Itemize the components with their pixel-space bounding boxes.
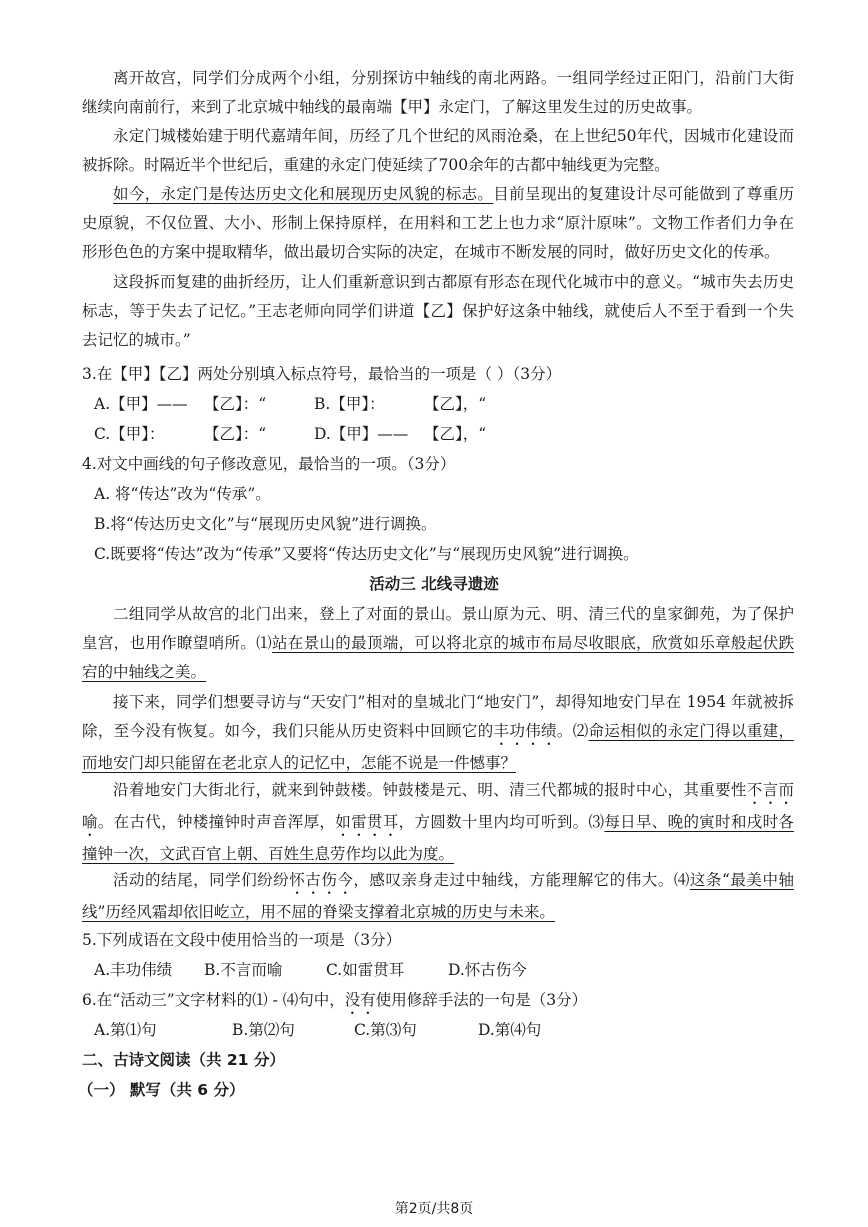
question-5-options [94,956,527,985]
a2-text-1: 接下来，同学们想要寻访与“天安门”相对的皇城北门“地安门”，却得知地安门早在 1954 年就被拆除，至今没有恢复。如今，我们只能从历史资料中回顾它的 [82,693,794,740]
q3-option-d-1: D.【甲】—— [314,425,409,443]
underlined-sentence: 如今，永定门是传达历史文化和展现历史风貌的标志。 [113,185,494,203]
q6-emphasis: 没有 [344,991,376,1009]
activity-3-paragraph-4 [82,866,794,927]
q6-option-c: C.第⑶句 [354,1021,417,1039]
sentence-4-underlined: 这条“最美中轴线”历经风霜却依旧屹立，用不屈的脊梁支撑着北京城的历史与未来。 [82,871,794,921]
q5-option-c: C.如雷贯耳 [326,961,405,979]
paragraph-1: 离开故宫，同学们分成两个小组，分别探访中轴线的南北两路。一组同学经过正阳门，沿前门大街继续向南前行，来到了北京城中轴线的最南端【甲】永定门，了解这里发生过的历史故事。 [82,69,794,116]
a4-text-2: ，感叹亲身走过中轴线，方能理解它的伟大。⑷ [353,871,690,889]
section-2-title: 二、古诗文阅读（共 21 分） [82,1051,285,1069]
section-2-subtitle: （一） 默写（共 6 分） [78,1081,245,1099]
paragraph-4: 这段拆而复建的曲折经历，让人们重新意识到古都原有形态在现代化城市中的意义。“城市失去历史标志，等于失去了记忆。”王志老师向同学们讲道【乙】保护好这条中轴线，就使后人不至于看到一个失去记忆的城市。” [82,273,794,349]
question-6-stem [82,986,794,1018]
activity-3-title: 活动三 北线寻遗迹 [369,575,499,593]
idiom-bu-yan-er-yu: 不言而喻 [82,781,794,831]
q3-option-c-2: 【乙】：“ [204,425,267,443]
paragraph-3-rest: 目前呈现出的复建设计尽可能做到了尊重历史原貌，不仅位置、大小、形制上保持原样，在用料和工艺上也力求“原汁原味”。文物工作者们力争在形形色色的方案中提取精华，做出最切合实际的决定，在城市不断发展的同时，做好历史文化的传承。 [82,185,794,261]
a3-text-3: ，方圆数十里内均可听到。⑶ [398,813,605,831]
question-3-options-row-1 [94,390,486,419]
q6-stem-pre: 6.在“活动三”文字材料的⑴ - ⑷句中， [82,991,345,1009]
q4-option-b: B.将“传达历史文化”与“展现历史风貌”进行调换。 [94,515,437,533]
a4-text-1: 活动的结尾，同学们纷纷 [113,871,290,889]
q3-option-b-2: 【乙】，“ [424,395,487,413]
q5-option-d: D.怀古伤今 [448,961,527,979]
q3-option-b-1: B.【甲】： [314,395,385,413]
paragraph-2: 永定门城楼始建于明代嘉靖年间，历经了几个世纪的风雨沧桑，在上世纪50年代，因城市化建设而被拆除。时隔近半个世纪后，重建的永定门使延续了700余年的古都中轴线更为完整。 [82,127,794,174]
q3-option-d-2: 【乙】，“ [424,425,487,443]
activity-3-paragraph-2 [82,688,794,778]
idiom-huai-gu-shang-jin: 怀古伤今 [289,871,354,889]
sentence-2-underlined: 命运相似的永定门得以重建，而地安门却只能留在老北京人的记忆中，怎能不说是一件憾事？ [82,722,794,772]
q3-option-a-1: A.【甲】—— [94,395,188,413]
q6-stem-post: 使用修辞手法的一句是（3分） [375,991,588,1009]
question-5-stem: 5.下列成语在文段中使用恰当的一项是（3分） [82,931,402,949]
q5-option-b: B.不言而喻 [204,961,283,979]
activity-3-paragraph-3 [82,776,794,869]
question-6-options [94,1016,541,1045]
question-3-stem: 3.在【甲】【乙】两处分别填入标点符号，最恰当的一项是（ ）（3分） [82,365,562,383]
paragraph-3 [82,180,794,267]
a3-text-1: 沿着地安门大街北行，就来到钟鼓楼。钟鼓楼是元、明、清三代都城的报时中心，其重要性 [113,781,747,799]
idiom-feng-gong-wei-ji: 丰功伟绩 [493,722,557,740]
sentence-3-underlined: 每日早、晚的寅时和戌时各撞钟一次，文武百官上朝、百姓生息劳作均以此为度。 [82,813,794,863]
q6-option-a: A.第⑴句 [94,1021,157,1039]
question-3-options-row-2 [94,420,486,449]
a3-text-2: 。在古代，钟楼撞钟时声音浑厚， [97,813,336,831]
q6-option-d: D.第⑷句 [478,1021,542,1039]
a2-text-2: 。⑵ [556,722,589,740]
question-4-stem: 4.对文中画线的句子修改意见，最恰当的一项。（3分） [82,455,456,473]
q6-option-b: B.第⑵句 [232,1021,295,1039]
a1-text: 二组同学从故宫的北门出来，登上了对面的景山。景山原为元、明、清三代的皇家御苑，为了保护皇宫，也用作瞭望哨所。⑴ [82,605,794,652]
q3-option-c-1: C.【甲】： [94,425,165,443]
sentence-1-underlined: 站在景山的最顶端，可以将北京的城市布局尽收眼底，欣赏如乐章般起伏跌宕的中轴线之美。 [82,634,794,681]
q5-option-a: A.丰功伟绩 [94,961,173,979]
q4-option-c: C.既要将“传达”改为“传承”又要将“传达历史文化”与“展现历史风貌”进行调换。 [94,545,639,563]
activity-3-paragraph-1 [82,600,794,687]
q3-option-a-2: 【乙】：“ [204,395,267,413]
q4-option-a: A. 将“传达”改为“传承”。 [94,485,271,503]
page-number: 第2页/共8页 [394,1201,474,1217]
idiom-ru-lei-guan-er: 如雷贯耳 [335,813,399,831]
